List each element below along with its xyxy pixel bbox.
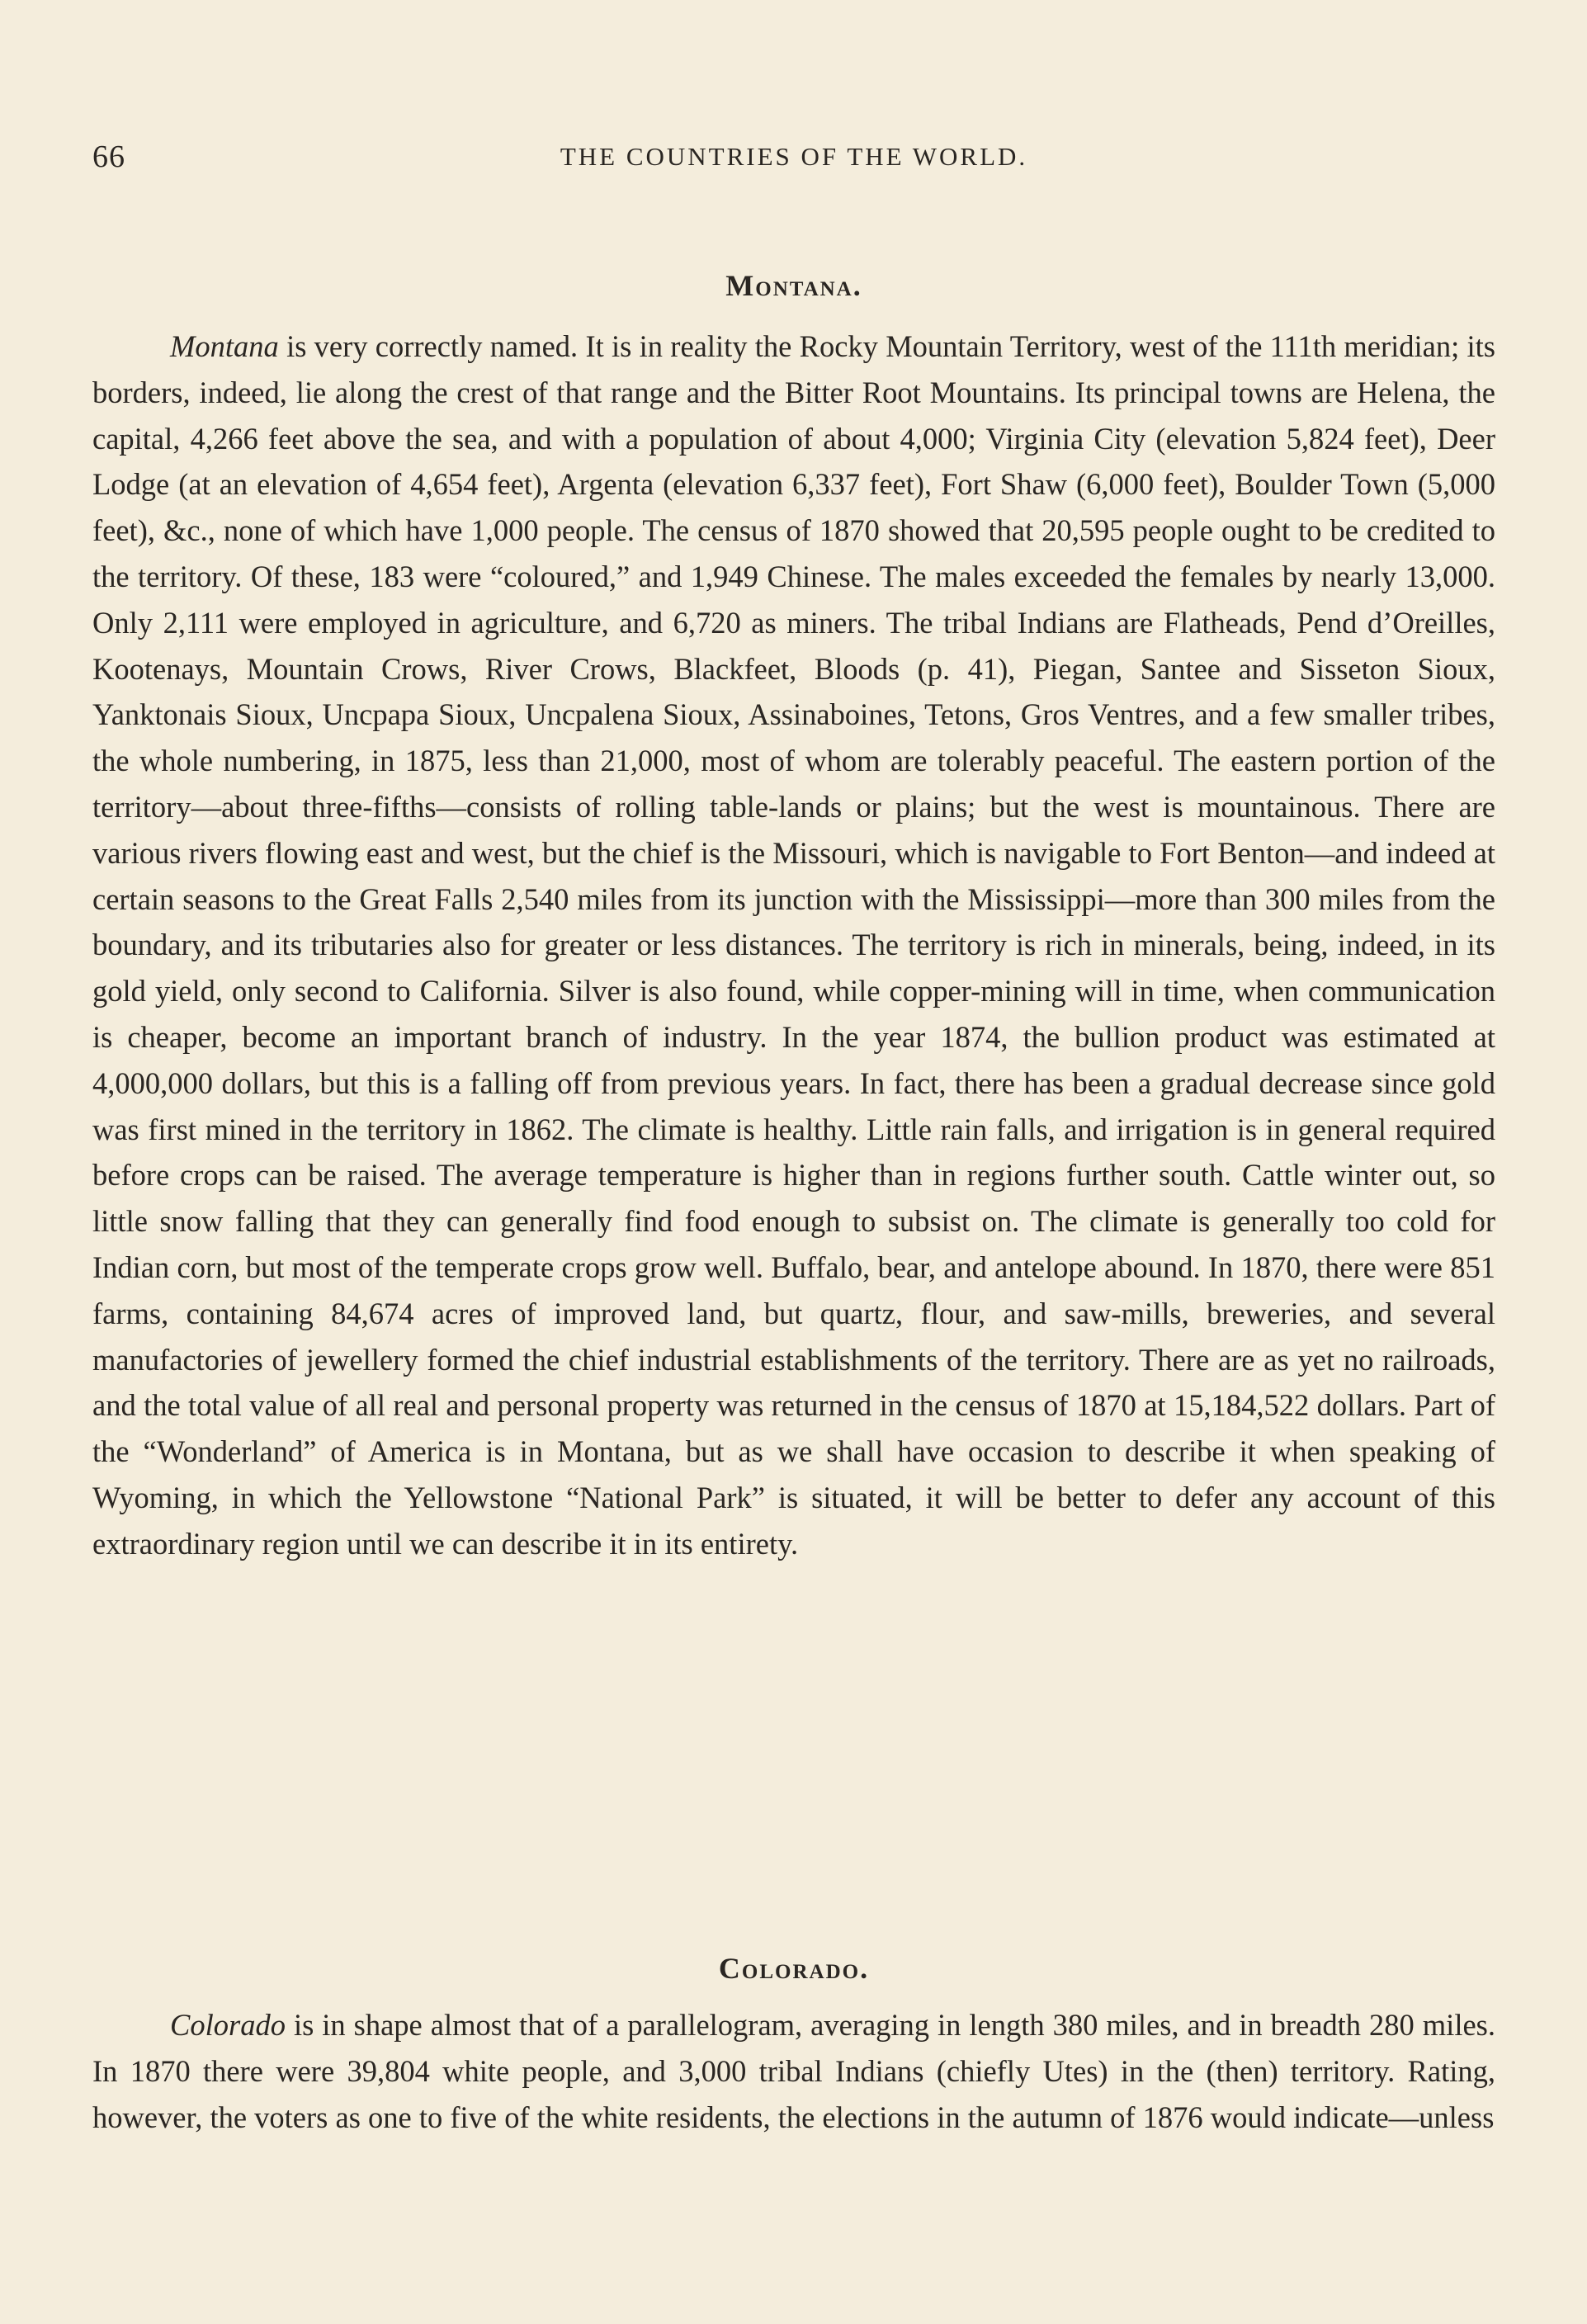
section-colorado-body [92, 2002, 1495, 2140]
section-montana-body [92, 324, 1495, 1567]
lead-word: Colorado [170, 2008, 286, 2042]
paragraph-text: is very correctly named. It is in reality the Rocky Mountain Territory, west of the 111th meridian; its borders, indeed, lie along the crest of that range and the Bitter Root Mountains. Its principal towns are Helena, the capital, 4,266 feet above the sea, and with a population of about 4,000; Virginia City (elevation 5,824 feet), Deer Lodge (at an elevation of 4,654 feet), Argenta (elevation 6,337 feet), Fort Shaw (6,000 feet), Boulder Town (5,000 feet), &c., none of which have 1,000 people. The census of 1870 showed that 20,595 people ought to be credited to the territory. Of these, 183 were “coloured,” and 1,949 Chinese. The males exceeded the females by nearly 13,000. Only 2,111 were employed in agriculture, and 6,720 as miners. The tribal Indians are Flatheads, Pend d’Oreilles, Kootenays, Mountain Crows, River Crows, Blackfeet, Bloods (p. 41), Piegan, Santee and Sisseton Sioux, Yanktonais Sioux, Uncpapa Sioux, Uncpalena Sioux, Assinaboines, Tetons, Gros Ventres, and a few smaller tribes, the whole numbering, in 1875, less than 21,000, most of whom are tolerably peaceful. The eastern portion of the territory—about three-fifths—consists of rolling table-lands or plains; but the west is mountainous. There are various rivers flowing east and west, but the chief is the Missouri, which is navigable to Fort Benton—and indeed at certain seasons to the Great Falls 2,540 miles from its junction with the Mississippi—more than 300 miles from the boundary, and its tributaries also for greater or less distances. The territory is rich in minerals, being, indeed, in its gold yield, only second to California. Silver is also found, while copper-mining will in time, when communication is cheaper, become an important branch of industry. In the year 1874, the bullion product was estimated at 4,000,000 dollars, but this is a falling off from previous years. In fact, there has been a gradual decrease since gold was first mined in the territory in 1862. The climate is healthy. Little rain falls, and irrigation is in general required before crops can be raised. The average temperature is higher than in regions further south. Cattle winter out, so little snow falling that they can generally find food enough to subsist on. The climate is generally too cold for Indian corn, but most of the temperate crops grow well. Buffalo, bear, and antelope abound. In 1870, there were 851 farms, containing 84,674 acres of improved land, but quartz, flour, and saw-mills, breweries, and several manufactories of jewellery formed the chief industrial establishments of the territory. There are as yet no railroads, and the total value of all real and personal property was returned in the census of 1870 at 15,184,522 dollars. Part of the “Wonderland” of America is in Montana, but as we shall have occasion to describe it when speaking of Wyoming, in which the Yellowstone “National Park” is situated, it will be better to defer any account of this extraordinary region until we can describe it in its entirety. [92, 329, 1495, 1561]
section-colorado [92, 1951, 1495, 1986]
page-number: 66 [92, 139, 125, 174]
section-montana [92, 268, 1495, 303]
running-title: THE COUNTRIES OF THE WORLD. [560, 142, 1028, 171]
section-paragraph [92, 324, 1495, 1567]
section-heading: Montana. [725, 269, 862, 302]
paragraph-text: is in shape almost that of a parallelogram, averaging in length 380 miles, and in breadth 280 miles. In 1870 there were 39,804 white people, and 3,000 tribal Indians (chiefly Utes) in the (then) territory. Rating, however, the voters as one to five of the white residents, the elections in the autumn of 1876 would indicate—unless [92, 2008, 1495, 2134]
section-paragraph [92, 2002, 1495, 2140]
lead-word: Montana [170, 329, 279, 363]
running-head [92, 139, 1495, 175]
section-heading: Colorado. [718, 1952, 870, 1985]
